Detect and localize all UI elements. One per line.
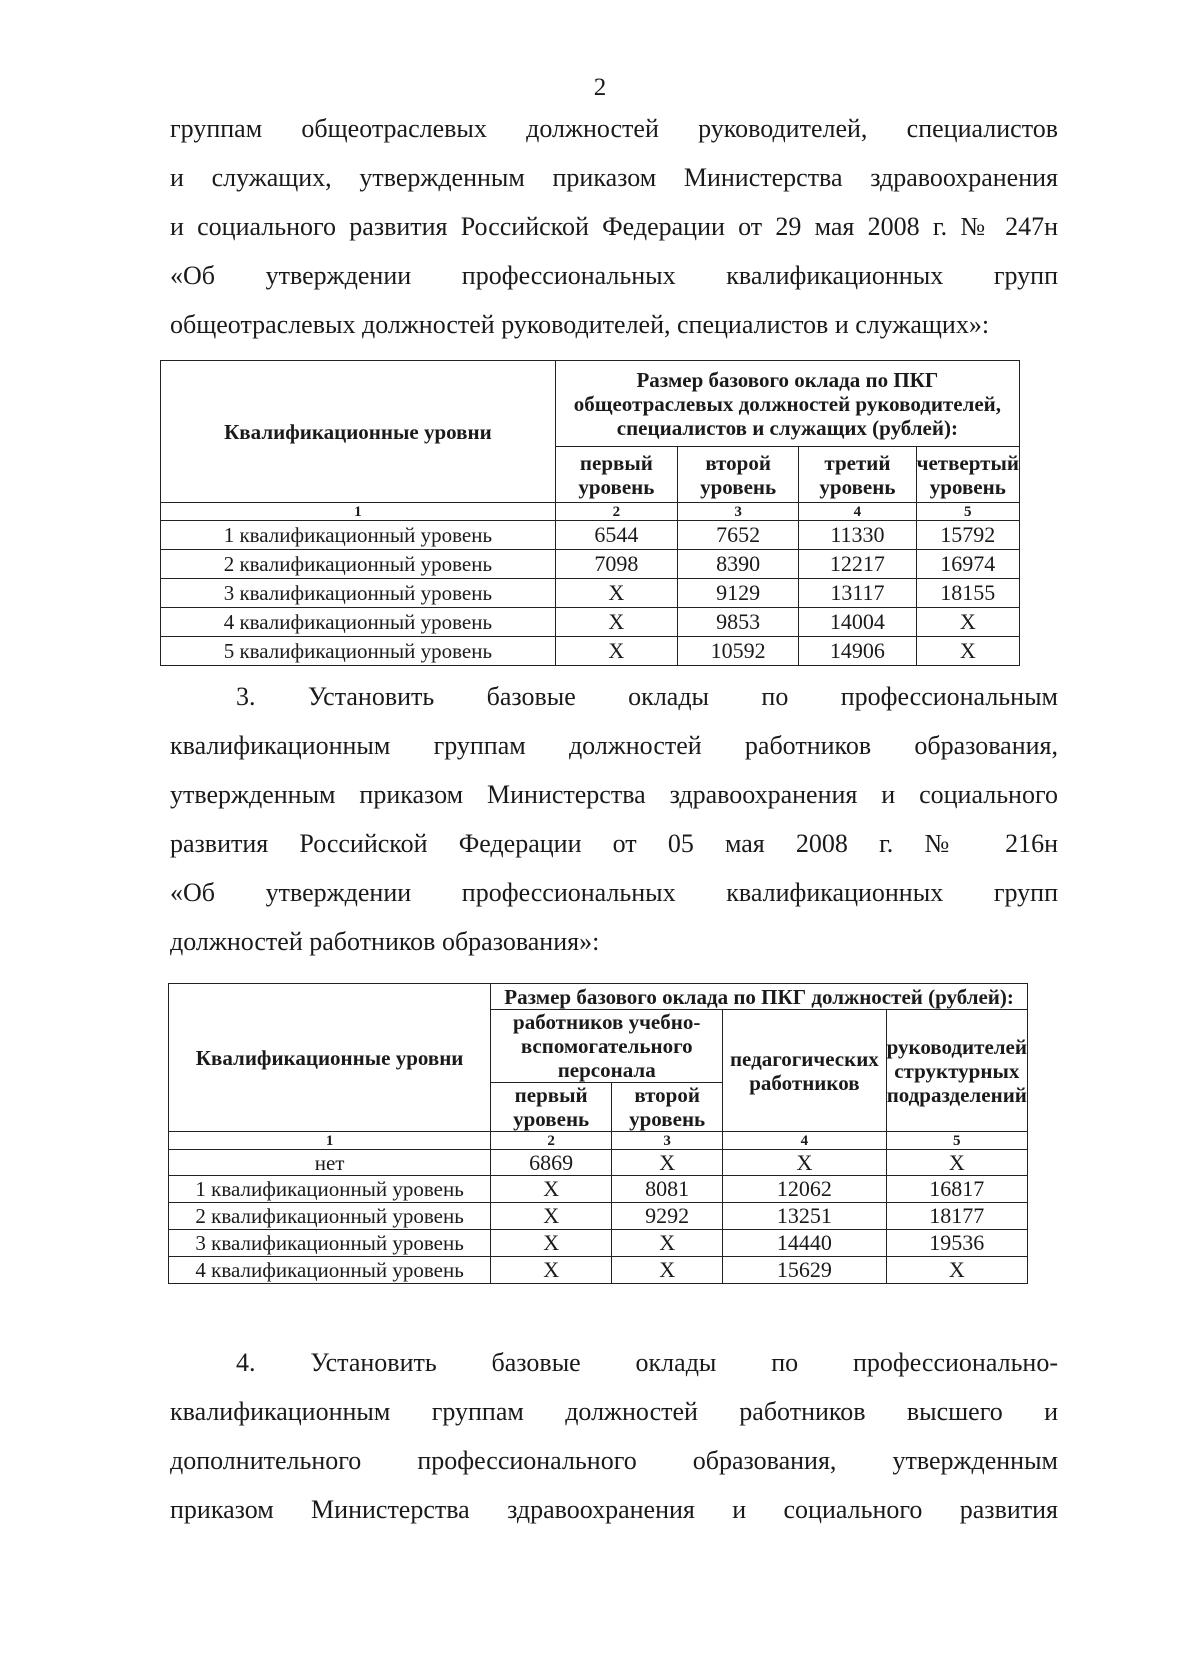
table1-subheader: первый уровень bbox=[555, 447, 677, 503]
table-row bbox=[161, 521, 1020, 550]
table1-cell: 2 квалификационный уровень bbox=[161, 550, 556, 579]
table1-cell: 14004 bbox=[799, 608, 916, 637]
table-row bbox=[161, 637, 1020, 666]
table1-cell: Х bbox=[916, 608, 1019, 637]
table1-col-number: 3 bbox=[678, 503, 799, 521]
intro-paragraph bbox=[170, 104, 1058, 349]
table1-cell: 18155 bbox=[916, 579, 1019, 608]
table2-cell: Х bbox=[491, 1176, 612, 1203]
table1-subheader: второй уровень bbox=[678, 447, 799, 503]
table2-label-header: Квалификационные уровни bbox=[169, 984, 491, 1132]
salary-table-general bbox=[160, 360, 1020, 666]
text-line: должностей работников образования»: bbox=[170, 927, 600, 956]
table2-cell: Х bbox=[491, 1230, 612, 1257]
table1-col-number: 2 bbox=[555, 503, 677, 521]
table-row bbox=[169, 1230, 1028, 1257]
table1-cell: 13117 bbox=[799, 579, 916, 608]
table2-col-number: 5 bbox=[886, 1132, 1027, 1150]
table2-cell: 9292 bbox=[612, 1203, 723, 1230]
text-line: квалификационным группам должностей работников образования, bbox=[170, 731, 1058, 760]
table2-cell: Х bbox=[491, 1203, 612, 1230]
text-line: «Об утверждении профессиональных квалификационных групп bbox=[170, 261, 1058, 290]
table1-cell: 7652 bbox=[678, 521, 799, 550]
table1-col-number: 4 bbox=[799, 503, 916, 521]
table1-cell: 16974 bbox=[916, 550, 1019, 579]
text-line: утвержденным приказом Министерства здравоохранения и социального bbox=[170, 780, 1058, 809]
table2-cell: 13251 bbox=[723, 1203, 886, 1230]
table1-col-number: 5 bbox=[916, 503, 1019, 521]
page-number: 2 bbox=[593, 74, 607, 101]
section-4-paragraph bbox=[170, 1338, 1058, 1534]
text-line: «Об утверждении профессиональных квалификационных групп bbox=[170, 878, 1058, 907]
text-line: квалификационным группам должностей работников высшего и bbox=[170, 1397, 1058, 1426]
table1-label-header: Квалификационные уровни bbox=[161, 361, 556, 503]
table2-col4-header: педагогических работников bbox=[723, 1010, 886, 1132]
table-row bbox=[169, 1150, 1028, 1176]
table-row bbox=[169, 1203, 1028, 1230]
table-row bbox=[161, 579, 1020, 608]
table1-cell: 8390 bbox=[678, 550, 799, 579]
table-row bbox=[161, 550, 1020, 579]
table1-cell: 10592 bbox=[678, 637, 799, 666]
text-line: и социального развития Российской Федерации от 29 мая 2008 г. № 247н bbox=[170, 212, 1058, 241]
table1-subheader: третий уровень bbox=[799, 447, 916, 503]
table2-cell: Х bbox=[886, 1257, 1027, 1284]
table1-col-number: 1 bbox=[161, 503, 556, 521]
table2-col-number: 3 bbox=[612, 1132, 723, 1150]
table1-cell: 11330 bbox=[799, 521, 916, 550]
table2-cell: 4 квалификационный уровень bbox=[169, 1257, 491, 1284]
text-line: 3. Установить базовые оклады по профессиональным bbox=[236, 682, 1058, 711]
table2-cell: Х bbox=[612, 1150, 723, 1176]
table1-cell: 4 квалификационный уровень bbox=[161, 608, 556, 637]
table-row bbox=[169, 1257, 1028, 1284]
table1-group-header: Размер базового оклада по ПКГ общеотраслевых должностей руководителей, специалистов и служащих (рублей): bbox=[555, 361, 1019, 447]
salary-table-education bbox=[168, 983, 1028, 1284]
table2-cell: Х bbox=[612, 1230, 723, 1257]
section-3-paragraph bbox=[170, 672, 1058, 966]
table2-subheader: первый уровень bbox=[491, 1083, 612, 1132]
text-line: группам общеотраслевых должностей руководителей, специалистов bbox=[170, 114, 1058, 143]
table1-subheader: четвертый уровень bbox=[916, 447, 1019, 503]
table2-subgroup-header: работников учебно-вспомогательного персонала bbox=[491, 1010, 723, 1083]
text-line: дополнительного профессионального образования, утвержденным bbox=[170, 1446, 1058, 1475]
table2-cell: Х bbox=[886, 1150, 1027, 1176]
table1-cell: 9129 bbox=[678, 579, 799, 608]
table1-cell: 12217 bbox=[799, 550, 916, 579]
table1-cell: 9853 bbox=[678, 608, 799, 637]
table-row bbox=[169, 1176, 1028, 1203]
table2-cell: 8081 bbox=[612, 1176, 723, 1203]
text-line: общеотраслевых должностей руководителей, специалистов и служащих»: bbox=[170, 310, 990, 339]
table2-cell: 12062 bbox=[723, 1176, 886, 1203]
table2-col-number: 4 bbox=[723, 1132, 886, 1150]
table2-col5-header: руководителей структурных подразделений bbox=[886, 1010, 1027, 1132]
table1-cell: Х bbox=[555, 608, 677, 637]
table1-cell: Х bbox=[916, 637, 1019, 666]
table2-group-header: Размер базового оклада по ПКГ должностей (рублей): bbox=[491, 984, 1028, 1010]
table2-cell: 16817 bbox=[886, 1176, 1027, 1203]
table2-cell: 15629 bbox=[723, 1257, 886, 1284]
table2-cell: 18177 bbox=[886, 1203, 1027, 1230]
table1-cell: 15792 bbox=[916, 521, 1019, 550]
table2-cell: 2 квалификационный уровень bbox=[169, 1203, 491, 1230]
text-line: и служащих, утвержденным приказом Министерства здравоохранения bbox=[170, 163, 1058, 192]
table1-cell: Х bbox=[555, 637, 677, 666]
table1-cell: 5 квалификационный уровень bbox=[161, 637, 556, 666]
table1-cell: 1 квалификационный уровень bbox=[161, 521, 556, 550]
table2-col-number: 1 bbox=[169, 1132, 491, 1150]
table2-cell: 19536 bbox=[886, 1230, 1027, 1257]
table1-cell: Х bbox=[555, 579, 677, 608]
table1-cell: 7098 bbox=[555, 550, 677, 579]
table2-cell: Х bbox=[612, 1257, 723, 1284]
table1-cell: 6544 bbox=[555, 521, 677, 550]
table2-cell: Х bbox=[491, 1257, 612, 1284]
text-line: развития Российской Федерации от 05 мая 2008 г. № 216н bbox=[170, 829, 1058, 858]
table2-cell: нет bbox=[169, 1150, 491, 1176]
table2-cell: 14440 bbox=[723, 1230, 886, 1257]
text-line: 4. Установить базовые оклады по профессионально- bbox=[236, 1348, 1058, 1377]
table1-cell: 14906 bbox=[799, 637, 916, 666]
table2-cell: 1 квалификационный уровень bbox=[169, 1176, 491, 1203]
table2-cell: 6869 bbox=[491, 1150, 612, 1176]
text-line: приказом Министерства здравоохранения и социального развития bbox=[170, 1495, 1058, 1524]
table2-subheader: второй уровень bbox=[612, 1083, 723, 1132]
table2-col-number: 2 bbox=[491, 1132, 612, 1150]
table-row bbox=[161, 608, 1020, 637]
table2-cell: Х bbox=[723, 1150, 886, 1176]
table1-cell: 3 квалификационный уровень bbox=[161, 579, 556, 608]
table2-cell: 3 квалификационный уровень bbox=[169, 1230, 491, 1257]
